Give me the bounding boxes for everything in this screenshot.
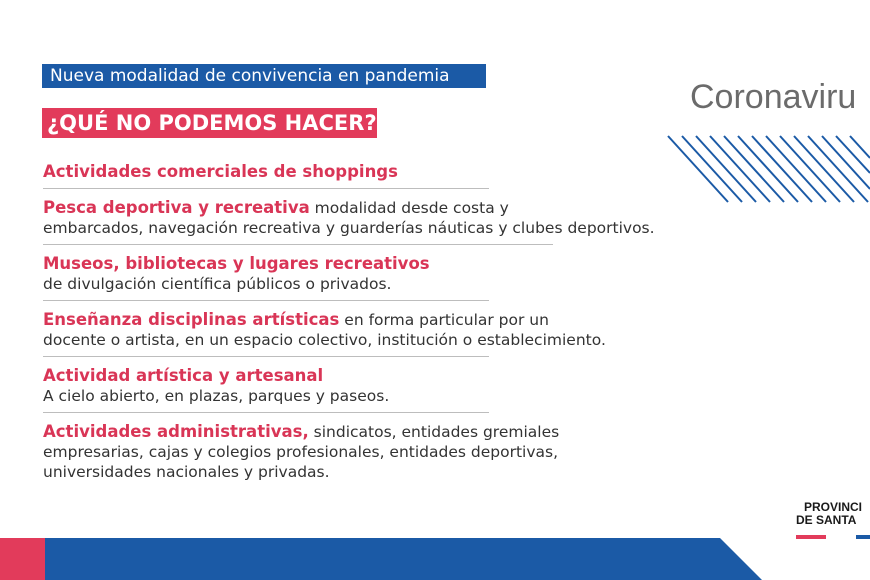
item-text-line: universidades nacionales y privadas. (43, 463, 330, 481)
footer-red-block (0, 538, 45, 580)
divider (43, 412, 489, 413)
item-text-line: embarcados, navegación recreativa y guarderías náuticas y clubes deportivos. (43, 219, 655, 237)
divider (43, 300, 489, 301)
page-title: ¿QUÉ NO PODEMOS HACER? (42, 108, 377, 138)
divider (43, 188, 489, 189)
item-text-line: docente o artista, en un espacio colectivo, institución o establecimiento. (43, 331, 606, 349)
item-text-line: de divulgación científica públicos o privados. (43, 275, 392, 293)
item-text-inline: sindicatos, entidades gremiales (308, 423, 560, 441)
logo-flag-bar (796, 535, 870, 540)
list-item (43, 254, 663, 294)
logo-line-1: PROVINCI (804, 500, 863, 514)
list-item (43, 310, 663, 350)
divider (43, 356, 489, 357)
item-text-inline: en forma particular por un (339, 311, 549, 329)
list-item (43, 422, 663, 482)
divider (43, 244, 553, 245)
item-highlight: Actividad artística y artesanal (43, 366, 324, 385)
item-highlight: Museos, bibliotecas y lugares recreativos (43, 254, 430, 273)
subtitle-banner: Nueva modalidad de convivencia en pandemia (42, 64, 486, 88)
brand-title: Coronaviru (690, 78, 857, 116)
logo-line-2: DE SANTA (796, 513, 857, 527)
government-logo (796, 501, 862, 527)
list-item (43, 366, 663, 406)
restriction-list (43, 162, 663, 482)
item-text-line: empresarias, cajas y colegios profesionales, entidades deportivas, (43, 443, 559, 461)
item-text-inline: modalidad desde costa y (309, 199, 509, 217)
item-highlight: Actividades administrativas, (43, 422, 309, 441)
list-item (43, 162, 663, 182)
item-highlight: Pesca deportiva y recreativa (43, 198, 310, 217)
item-text-line: A cielo abierto, en plazas, parques y paseos. (43, 387, 390, 405)
item-highlight: Actividades comerciales de shoppings (43, 162, 398, 181)
footer-blue-band (45, 538, 765, 580)
item-highlight: Enseñanza disciplinas artísticas (43, 310, 340, 329)
list-item (43, 198, 663, 238)
stripes-decoration (660, 128, 870, 208)
